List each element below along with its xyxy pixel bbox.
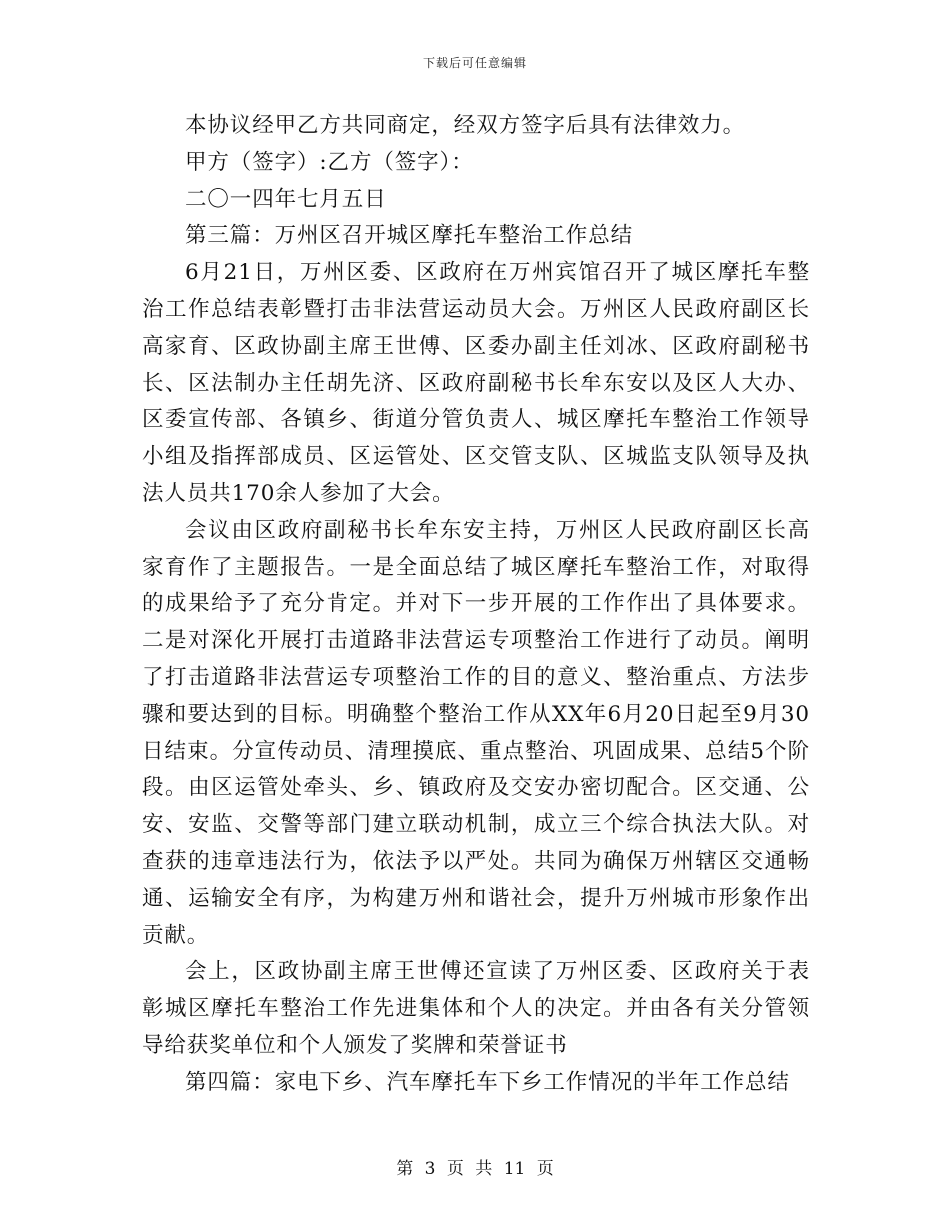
agreement-validity-paragraph: 本协议经甲乙方共同商定，经双方签字后具有法律效力。 [185, 113, 746, 138]
meeting-intro-paragraph: 6月21日，万州区委、区政府在万州宾馆召开了城区摩托车整治工作总结表彰暨打击非法营运动员大会。万州区人民政府副区长高家育、区政协副主席王世傅、区委办副主任刘冰、区政府副秘书长、区法制办主任胡先济、区政府副秘书长牟东安以及区人大办、区委宣传部、各镇乡、街道分管负责人、城区摩托车整治工作领导小组及指挥部成员、区运管处、区交管支队、区城监支队领导及执法人员共170余人参加了大会。 [142, 260, 810, 506]
signature-line: 甲方（签字）:乙方（签字）： [185, 149, 474, 175]
page-header: 下载后可任意编辑 [422, 56, 527, 70]
page-number-footer: 第 3 页 共 11 页 [396, 1159, 554, 1179]
date-line: 二〇一四年七月五日 [185, 186, 387, 212]
meeting-report-paragraph: 会议由区政府副秘书长牟东安主持，万州区人民政府副区长高家育作了主题报告。一是全面总结了城区摩托车整治工作，对取得的成果给予了充分肯定。并对下一步开展的工作作出了具体要求。二是对深化开展打击道路非法营运专项整治工作进行了动员。阐明了打击道路非法营运专项整治工作的目的意义、整治重点、方法步骤和要达到的目标。明确整个整治工作从XX年6月20日起至9月30日结束。分宣传动员、清理摸底、重点整治、巩固成果、总结5个阶段。由区运管处牵头、乡、镇政府及交安办密切配合。区交通、公安、安监、交警等部门建立联动机制，成立三个综合执法大队。对查获的违章违法行为，依法予以严处。共同为确保万州辖区交通畅通、运输安全有序，为构建万州和谐社会，提升万州城市形象作出贡献。 [142, 517, 810, 948]
document-body [142, 108, 810, 1102]
section-three-heading: 第三篇：万州区召开城区摩托车整治工作总结 [185, 223, 634, 249]
award-paragraph: 会上，区政协副主席王世傅还宣读了万州区委、区政府关于表彰城区摩托车整治工作先进集体和个人的决定。并由各有关分管领导给获奖单位和个人颁发了奖牌和荣誉证书 [142, 959, 810, 1058]
section-four-heading: 第四篇：家电下乡、汽车摩托车下乡工作情况的半年工作总结 [185, 1069, 790, 1095]
